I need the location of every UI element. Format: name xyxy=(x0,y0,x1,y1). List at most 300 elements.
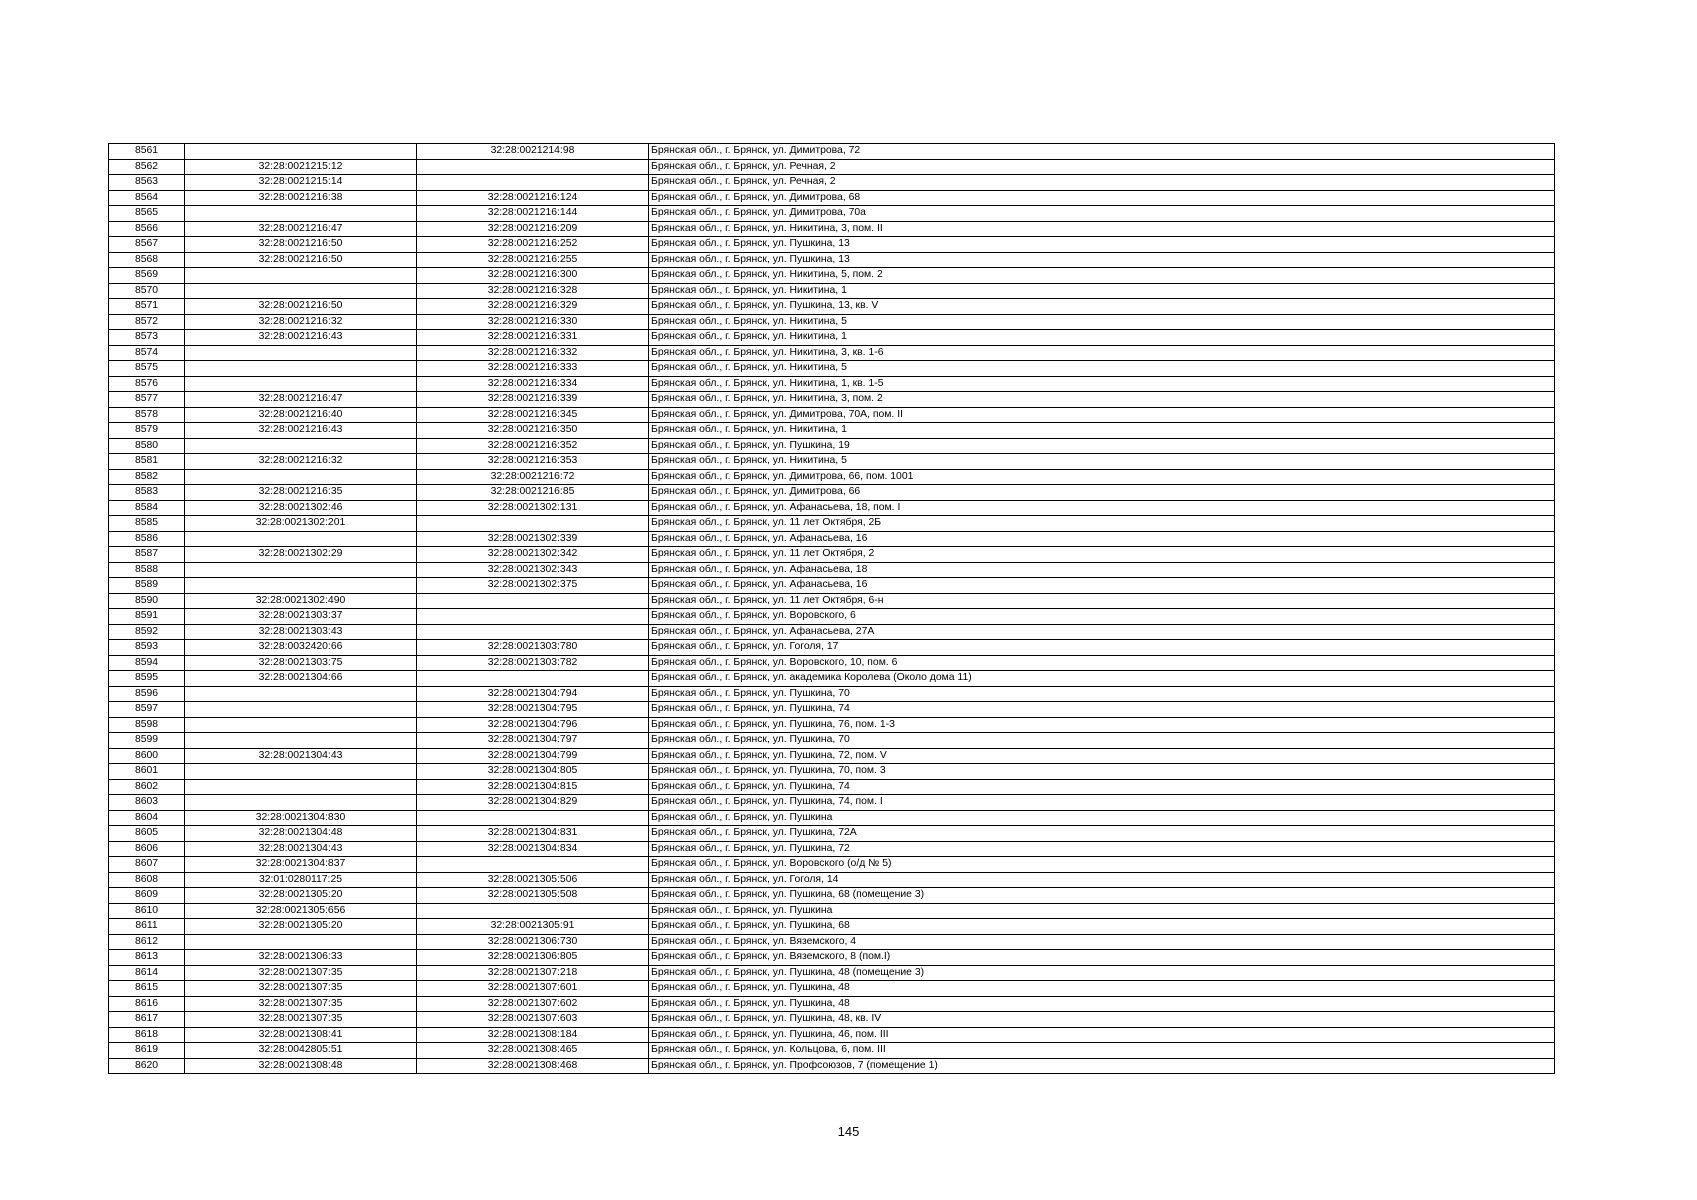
object-cadastral-number-cell: 32:28:0021304:834 xyxy=(417,841,649,857)
address-cell: Брянская обл., г. Брянск, ул. Афанасьева, 16 xyxy=(649,578,1555,594)
object-cadastral-number-cell: 32:28:0021303:780 xyxy=(417,640,649,656)
table-row xyxy=(109,423,1555,439)
land-cadastral-number-cell: 32:28:0021308:41 xyxy=(185,1027,417,1043)
address-cell: Брянская обл., г. Брянск, ул. Никитина, 1, кв. 1-5 xyxy=(649,376,1555,392)
object-cadastral-number-cell xyxy=(417,159,649,175)
land-cadastral-number-cell: 32:28:0021216:50 xyxy=(185,252,417,268)
row-number-cell: 8615 xyxy=(109,981,185,997)
land-cadastral-number-cell: 32:28:0021303:75 xyxy=(185,655,417,671)
object-cadastral-number-cell: 32:28:0021216:85 xyxy=(417,485,649,501)
object-cadastral-number-cell: 32:28:0021216:328 xyxy=(417,283,649,299)
object-cadastral-number-cell: 32:28:0021304:831 xyxy=(417,826,649,842)
object-cadastral-number-cell: 32:28:0021305:91 xyxy=(417,919,649,935)
object-cadastral-number-cell: 32:28:0021304:794 xyxy=(417,686,649,702)
address-cell: Брянская обл., г. Брянск, ул. Гоголя, 17 xyxy=(649,640,1555,656)
address-cell: Брянская обл., г. Брянск, ул. Никитина, 5 xyxy=(649,454,1555,470)
row-number-cell: 8595 xyxy=(109,671,185,687)
address-cell: Брянская обл., г. Брянск, ул. Пушкина, 46, пом. III xyxy=(649,1027,1555,1043)
land-cadastral-number-cell: 32:28:0021304:43 xyxy=(185,748,417,764)
address-cell: Брянская обл., г. Брянск, ул. Пушкина, 68 (помещение 3) xyxy=(649,888,1555,904)
object-cadastral-number-cell: 32:28:0021304:796 xyxy=(417,717,649,733)
address-cell: Брянская обл., г. Брянск, ул. Никитина, 3, пом. 2 xyxy=(649,392,1555,408)
row-number-cell: 8572 xyxy=(109,314,185,330)
object-cadastral-number-cell: 32:28:0021307:601 xyxy=(417,981,649,997)
address-cell: Брянская обл., г. Брянск, ул. Пушкина, 76, пом. 1-3 xyxy=(649,717,1555,733)
object-cadastral-number-cell: 32:28:0021304:797 xyxy=(417,733,649,749)
row-number-cell: 8588 xyxy=(109,562,185,578)
table-row xyxy=(109,810,1555,826)
row-number-cell: 8583 xyxy=(109,485,185,501)
table-row xyxy=(109,857,1555,873)
land-cadastral-number-cell: 32:28:0021302:201 xyxy=(185,516,417,532)
table-row xyxy=(109,1027,1555,1043)
row-number-cell: 8573 xyxy=(109,330,185,346)
land-cadastral-number-cell: 32:28:0021307:35 xyxy=(185,1012,417,1028)
row-number-cell: 8568 xyxy=(109,252,185,268)
object-cadastral-number-cell: 32:28:0021305:506 xyxy=(417,872,649,888)
land-cadastral-number-cell: 32:28:0021304:837 xyxy=(185,857,417,873)
table-row xyxy=(109,578,1555,594)
row-number-cell: 8605 xyxy=(109,826,185,842)
table-row xyxy=(109,314,1555,330)
table-row xyxy=(109,702,1555,718)
object-cadastral-number-cell: 32:28:0021302:343 xyxy=(417,562,649,578)
address-cell: Брянская обл., г. Брянск, ул. Пушкина, 72, пом. V xyxy=(649,748,1555,764)
row-number-cell: 8561 xyxy=(109,144,185,160)
land-cadastral-number-cell: 32:28:0021305:20 xyxy=(185,919,417,935)
table-row xyxy=(109,438,1555,454)
land-cadastral-number-cell: 32:28:0021216:50 xyxy=(185,299,417,315)
land-cadastral-number-cell: 32:28:0021307:35 xyxy=(185,965,417,981)
row-number-cell: 8609 xyxy=(109,888,185,904)
table-row xyxy=(109,640,1555,656)
object-cadastral-number-cell: 32:28:0021304:799 xyxy=(417,748,649,764)
table-row xyxy=(109,826,1555,842)
table-row xyxy=(109,981,1555,997)
land-cadastral-number-cell xyxy=(185,795,417,811)
address-cell: Брянская обл., г. Брянск, ул. Воровского (о/д № 5) xyxy=(649,857,1555,873)
land-cadastral-number-cell: 32:28:0021307:35 xyxy=(185,996,417,1012)
object-cadastral-number-cell: 32:28:0021216:331 xyxy=(417,330,649,346)
table-row xyxy=(109,361,1555,377)
row-number-cell: 8570 xyxy=(109,283,185,299)
table-row xyxy=(109,190,1555,206)
row-number-cell: 8566 xyxy=(109,221,185,237)
land-cadastral-number-cell: 32:28:0021302:29 xyxy=(185,547,417,563)
table-row xyxy=(109,888,1555,904)
row-number-cell: 8607 xyxy=(109,857,185,873)
land-cadastral-number-cell: 32:28:0021306:33 xyxy=(185,950,417,966)
table-row xyxy=(109,1012,1555,1028)
table-row xyxy=(109,283,1555,299)
table-row xyxy=(109,686,1555,702)
table-row xyxy=(109,609,1555,625)
property-table xyxy=(108,143,1555,1074)
address-cell: Брянская обл., г. Брянск, ул. Гоголя, 14 xyxy=(649,872,1555,888)
object-cadastral-number-cell: 32:28:0021307:218 xyxy=(417,965,649,981)
row-number-cell: 8613 xyxy=(109,950,185,966)
object-cadastral-number-cell: 32:28:0021304:795 xyxy=(417,702,649,718)
land-cadastral-number-cell: 32:28:0021304:830 xyxy=(185,810,417,826)
object-cadastral-number-cell: 32:28:0021216:300 xyxy=(417,268,649,284)
address-cell: Брянская обл., г. Брянск, ул. Пушкина, 74 xyxy=(649,702,1555,718)
address-cell: Брянская обл., г. Брянск, ул. Пушкина, 19 xyxy=(649,438,1555,454)
table-row xyxy=(109,345,1555,361)
row-number-cell: 8586 xyxy=(109,531,185,547)
row-number-cell: 8579 xyxy=(109,423,185,439)
address-cell: Брянская обл., г. Брянск, ул. Речная, 2 xyxy=(649,159,1555,175)
land-cadastral-number-cell xyxy=(185,934,417,950)
land-cadastral-number-cell: 32:28:0021216:32 xyxy=(185,454,417,470)
table-row xyxy=(109,454,1555,470)
table-row xyxy=(109,872,1555,888)
object-cadastral-number-cell: 32:28:0021308:468 xyxy=(417,1058,649,1074)
row-number-cell: 8611 xyxy=(109,919,185,935)
land-cadastral-number-cell xyxy=(185,283,417,299)
row-number-cell: 8574 xyxy=(109,345,185,361)
row-number-cell: 8564 xyxy=(109,190,185,206)
land-cadastral-number-cell: 32:28:0042805:51 xyxy=(185,1043,417,1059)
object-cadastral-number-cell: 32:28:0021216:72 xyxy=(417,469,649,485)
row-number-cell: 8581 xyxy=(109,454,185,470)
row-number-cell: 8584 xyxy=(109,500,185,516)
object-cadastral-number-cell: 32:28:0021307:603 xyxy=(417,1012,649,1028)
address-cell: Брянская обл., г. Брянск, ул. Вяземского, 4 xyxy=(649,934,1555,950)
land-cadastral-number-cell: 32:28:0021216:38 xyxy=(185,190,417,206)
object-cadastral-number-cell: 32:28:0021302:131 xyxy=(417,500,649,516)
address-cell: Брянская обл., г. Брянск, ул. Воровского, 6 xyxy=(649,609,1555,625)
land-cadastral-number-cell xyxy=(185,361,417,377)
address-cell: Брянская обл., г. Брянск, ул. Афанасьева, 27А xyxy=(649,624,1555,640)
table-row xyxy=(109,919,1555,935)
object-cadastral-number-cell: 32:28:0021305:508 xyxy=(417,888,649,904)
address-cell: Брянская обл., г. Брянск, ул. Димитрова, 70а xyxy=(649,206,1555,222)
table-row xyxy=(109,516,1555,532)
row-number-cell: 8590 xyxy=(109,593,185,609)
address-cell: Брянская обл., г. Брянск, ул. Никитина, 1 xyxy=(649,330,1555,346)
table-row xyxy=(109,950,1555,966)
row-number-cell: 8617 xyxy=(109,1012,185,1028)
table-row xyxy=(109,330,1555,346)
table-row xyxy=(109,717,1555,733)
address-cell: Брянская обл., г. Брянск, ул. Профсоюзов, 7 (помещение 1) xyxy=(649,1058,1555,1074)
land-cadastral-number-cell xyxy=(185,779,417,795)
address-cell: Брянская обл., г. Брянск, ул. Пушкина, 68 xyxy=(649,919,1555,935)
address-cell: Брянская обл., г. Брянск, ул. Пушкина, 72А xyxy=(649,826,1555,842)
table-row xyxy=(109,531,1555,547)
row-number-cell: 8619 xyxy=(109,1043,185,1059)
object-cadastral-number-cell: 32:28:0021304:829 xyxy=(417,795,649,811)
table-row xyxy=(109,175,1555,191)
address-cell: Брянская обл., г. Брянск, ул. Пушкина, 74 xyxy=(649,779,1555,795)
table-row xyxy=(109,655,1555,671)
row-number-cell: 8569 xyxy=(109,268,185,284)
row-number-cell: 8620 xyxy=(109,1058,185,1074)
object-cadastral-number-cell xyxy=(417,857,649,873)
object-cadastral-number-cell xyxy=(417,516,649,532)
object-cadastral-number-cell xyxy=(417,593,649,609)
address-cell: Брянская обл., г. Брянск, ул. Димитрова, 66, пом. 1001 xyxy=(649,469,1555,485)
land-cadastral-number-cell xyxy=(185,144,417,160)
object-cadastral-number-cell: 32:28:0021216:345 xyxy=(417,407,649,423)
address-cell: Брянская обл., г. Брянск, ул. Речная, 2 xyxy=(649,175,1555,191)
land-cadastral-number-cell xyxy=(185,531,417,547)
row-number-cell: 8575 xyxy=(109,361,185,377)
table-row xyxy=(109,624,1555,640)
table-row xyxy=(109,159,1555,175)
object-cadastral-number-cell: 32:28:0021216:124 xyxy=(417,190,649,206)
row-number-cell: 8585 xyxy=(109,516,185,532)
row-number-cell: 8603 xyxy=(109,795,185,811)
land-cadastral-number-cell: 32:28:0021302:490 xyxy=(185,593,417,609)
table-row xyxy=(109,965,1555,981)
row-number-cell: 8592 xyxy=(109,624,185,640)
land-cadastral-number-cell xyxy=(185,376,417,392)
row-number-cell: 8576 xyxy=(109,376,185,392)
land-cadastral-number-cell: 32:28:0021216:43 xyxy=(185,423,417,439)
row-number-cell: 8591 xyxy=(109,609,185,625)
object-cadastral-number-cell: 32:28:0021214:98 xyxy=(417,144,649,160)
object-cadastral-number-cell: 32:28:0021306:730 xyxy=(417,934,649,950)
row-number-cell: 8589 xyxy=(109,578,185,594)
land-cadastral-number-cell xyxy=(185,733,417,749)
address-cell: Брянская обл., г. Брянск, ул. Воровского, 10, пом. 6 xyxy=(649,655,1555,671)
land-cadastral-number-cell: 32:28:0021216:50 xyxy=(185,237,417,253)
land-cadastral-number-cell: 32:28:0021216:47 xyxy=(185,392,417,408)
table-row xyxy=(109,221,1555,237)
address-cell: Брянская обл., г. Брянск, ул. Никитина, 5 xyxy=(649,314,1555,330)
land-cadastral-number-cell xyxy=(185,702,417,718)
table-row xyxy=(109,841,1555,857)
address-cell: Брянская обл., г. Брянск, ул. Кольцова, 6, пом. III xyxy=(649,1043,1555,1059)
table-row xyxy=(109,299,1555,315)
land-cadastral-number-cell: 32:28:0021307:35 xyxy=(185,981,417,997)
row-number-cell: 8593 xyxy=(109,640,185,656)
land-cadastral-number-cell: 32:01:0280117:25 xyxy=(185,872,417,888)
address-cell: Брянская обл., г. Брянск, ул. Димитрова, 72 xyxy=(649,144,1555,160)
table-row xyxy=(109,1058,1555,1074)
object-cadastral-number-cell xyxy=(417,609,649,625)
table-row xyxy=(109,268,1555,284)
object-cadastral-number-cell: 32:28:0021216:255 xyxy=(417,252,649,268)
address-cell: Брянская обл., г. Брянск, ул. Пушкина, 13 xyxy=(649,237,1555,253)
land-cadastral-number-cell: 32:28:0021302:46 xyxy=(185,500,417,516)
row-number-cell: 8608 xyxy=(109,872,185,888)
page-number: 145 xyxy=(837,1124,860,1139)
address-cell: Брянская обл., г. Брянск, ул. Никитина, 1 xyxy=(649,283,1555,299)
object-cadastral-number-cell: 32:28:0021306:805 xyxy=(417,950,649,966)
address-cell: Брянская обл., г. Брянск, ул. Никитина, 3, пом. II xyxy=(649,221,1555,237)
table-row xyxy=(109,469,1555,485)
object-cadastral-number-cell xyxy=(417,624,649,640)
table-row xyxy=(109,547,1555,563)
table-row xyxy=(109,206,1555,222)
table-row xyxy=(109,252,1555,268)
address-cell: Брянская обл., г. Брянск, ул. Пушкина, 48, кв. IV xyxy=(649,1012,1555,1028)
address-cell: Брянская обл., г. Брянск, ул. Димитрова, 66 xyxy=(649,485,1555,501)
address-cell: Брянская обл., г. Брянск, ул. Никитина, 5, пом. 2 xyxy=(649,268,1555,284)
table-row xyxy=(109,996,1555,1012)
table-row xyxy=(109,500,1555,516)
object-cadastral-number-cell: 32:28:0021308:465 xyxy=(417,1043,649,1059)
object-cadastral-number-cell: 32:28:0021216:330 xyxy=(417,314,649,330)
address-cell: Брянская обл., г. Брянск, ул. Пушкина, 70, пом. 3 xyxy=(649,764,1555,780)
row-number-cell: 8571 xyxy=(109,299,185,315)
row-number-cell: 8618 xyxy=(109,1027,185,1043)
row-number-cell: 8567 xyxy=(109,237,185,253)
land-cadastral-number-cell: 32:28:0021308:48 xyxy=(185,1058,417,1074)
row-number-cell: 8616 xyxy=(109,996,185,1012)
object-cadastral-number-cell: 32:28:0021304:805 xyxy=(417,764,649,780)
address-cell: Брянская обл., г. Брянск, ул. Никитина, 1 xyxy=(649,423,1555,439)
land-cadastral-number-cell: 32:28:0021216:47 xyxy=(185,221,417,237)
address-cell: Брянская обл., г. Брянск, ул. 11 лет Октября, 2Б xyxy=(649,516,1555,532)
object-cadastral-number-cell xyxy=(417,671,649,687)
object-cadastral-number-cell: 32:28:0021216:332 xyxy=(417,345,649,361)
row-number-cell: 8602 xyxy=(109,779,185,795)
address-cell: Брянская обл., г. Брянск, ул. Вяземского, 8 (пом.I) xyxy=(649,950,1555,966)
land-cadastral-number-cell: 32:28:0021305:20 xyxy=(185,888,417,904)
object-cadastral-number-cell xyxy=(417,175,649,191)
object-cadastral-number-cell: 32:28:0021307:602 xyxy=(417,996,649,1012)
land-cadastral-number-cell xyxy=(185,206,417,222)
address-cell: Брянская обл., г. Брянск, ул. Пушкина, 48 (помещение 3) xyxy=(649,965,1555,981)
row-number-cell: 8587 xyxy=(109,547,185,563)
property-table-body xyxy=(109,144,1555,1074)
land-cadastral-number-cell: 32:28:0021216:43 xyxy=(185,330,417,346)
land-cadastral-number-cell: 32:28:0021305:656 xyxy=(185,903,417,919)
address-cell: Брянская обл., г. Брянск, ул. Пушкина, 70 xyxy=(649,733,1555,749)
object-cadastral-number-cell: 32:28:0021304:815 xyxy=(417,779,649,795)
land-cadastral-number-cell xyxy=(185,562,417,578)
land-cadastral-number-cell xyxy=(185,345,417,361)
row-number-cell: 8580 xyxy=(109,438,185,454)
table-row xyxy=(109,407,1555,423)
object-cadastral-number-cell: 32:28:0021302:339 xyxy=(417,531,649,547)
table-row xyxy=(109,237,1555,253)
row-number-cell: 8562 xyxy=(109,159,185,175)
address-cell: Брянская обл., г. Брянск, ул. Пушкина xyxy=(649,903,1555,919)
object-cadastral-number-cell: 32:28:0021216:339 xyxy=(417,392,649,408)
table-row xyxy=(109,903,1555,919)
land-cadastral-number-cell: 32:28:0021303:43 xyxy=(185,624,417,640)
land-cadastral-number-cell xyxy=(185,578,417,594)
object-cadastral-number-cell: 32:28:0021302:342 xyxy=(417,547,649,563)
land-cadastral-number-cell xyxy=(185,686,417,702)
row-number-cell: 8601 xyxy=(109,764,185,780)
table-row xyxy=(109,748,1555,764)
address-cell: Брянская обл., г. Брянск, ул. Афанасьева, 18, пом. I xyxy=(649,500,1555,516)
table-row xyxy=(109,779,1555,795)
row-number-cell: 8612 xyxy=(109,934,185,950)
table-row xyxy=(109,593,1555,609)
table-row xyxy=(109,671,1555,687)
table-row xyxy=(109,485,1555,501)
table-row xyxy=(109,733,1555,749)
row-number-cell: 8577 xyxy=(109,392,185,408)
land-cadastral-number-cell: 32:28:0032420:66 xyxy=(185,640,417,656)
address-cell: Брянская обл., г. Брянск, ул. Димитрова, 68 xyxy=(649,190,1555,206)
land-cadastral-number-cell xyxy=(185,717,417,733)
address-cell: Брянская обл., г. Брянск, ул. 11 лет Октября, 2 xyxy=(649,547,1555,563)
row-number-cell: 8606 xyxy=(109,841,185,857)
row-number-cell: 8563 xyxy=(109,175,185,191)
address-cell: Брянская обл., г. Брянск, ул. Афанасьева, 18 xyxy=(649,562,1555,578)
table-row xyxy=(109,934,1555,950)
land-cadastral-number-cell: 32:28:0021215:14 xyxy=(185,175,417,191)
row-number-cell: 8610 xyxy=(109,903,185,919)
object-cadastral-number-cell: 32:28:0021216:350 xyxy=(417,423,649,439)
object-cadastral-number-cell: 32:28:0021216:252 xyxy=(417,237,649,253)
object-cadastral-number-cell: 32:28:0021308:184 xyxy=(417,1027,649,1043)
land-cadastral-number-cell xyxy=(185,764,417,780)
land-cadastral-number-cell: 32:28:0021215:12 xyxy=(185,159,417,175)
object-cadastral-number-cell xyxy=(417,903,649,919)
land-cadastral-number-cell xyxy=(185,268,417,284)
table-row xyxy=(109,376,1555,392)
object-cadastral-number-cell: 32:28:0021302:375 xyxy=(417,578,649,594)
land-cadastral-number-cell: 32:28:0021303:37 xyxy=(185,609,417,625)
object-cadastral-number-cell: 32:28:0021216:329 xyxy=(417,299,649,315)
land-cadastral-number-cell: 32:28:0021216:35 xyxy=(185,485,417,501)
address-cell: Брянская обл., г. Брянск, ул. 11 лет Октября, 6-н xyxy=(649,593,1555,609)
address-cell: Брянская обл., г. Брянск, ул. Пушкина xyxy=(649,810,1555,826)
address-cell: Брянская обл., г. Брянск, ул. Никитина, 5 xyxy=(649,361,1555,377)
land-cadastral-number-cell xyxy=(185,438,417,454)
table-row xyxy=(109,795,1555,811)
row-number-cell: 8578 xyxy=(109,407,185,423)
table-row xyxy=(109,1043,1555,1059)
land-cadastral-number-cell: 32:28:0021216:32 xyxy=(185,314,417,330)
address-cell: Брянская обл., г. Брянск, ул. Пушкина, 48 xyxy=(649,996,1555,1012)
address-cell: Брянская обл., г. Брянск, ул. Пушкина, 13 xyxy=(649,252,1555,268)
address-cell: Брянская обл., г. Брянск, ул. Пушкина, 48 xyxy=(649,981,1555,997)
object-cadastral-number-cell: 32:28:0021303:782 xyxy=(417,655,649,671)
row-number-cell: 8614 xyxy=(109,965,185,981)
row-number-cell: 8600 xyxy=(109,748,185,764)
row-number-cell: 8604 xyxy=(109,810,185,826)
address-cell: Брянская обл., г. Брянск, ул. Димитрова, 70А, пом. II xyxy=(649,407,1555,423)
object-cadastral-number-cell: 32:28:0021216:353 xyxy=(417,454,649,470)
address-cell: Брянская обл., г. Брянск, ул. Пушкина, 72 xyxy=(649,841,1555,857)
table-row xyxy=(109,764,1555,780)
row-number-cell: 8598 xyxy=(109,717,185,733)
table-row xyxy=(109,144,1555,160)
row-number-cell: 8599 xyxy=(109,733,185,749)
land-cadastral-number-cell: 32:28:0021304:48 xyxy=(185,826,417,842)
row-number-cell: 8582 xyxy=(109,469,185,485)
address-cell: Брянская обл., г. Брянск, ул. Пушкина, 70 xyxy=(649,686,1555,702)
address-cell: Брянская обл., г. Брянск, ул. Пушкина, 13, кв. V xyxy=(649,299,1555,315)
object-cadastral-number-cell: 32:28:0021216:209 xyxy=(417,221,649,237)
object-cadastral-number-cell: 32:28:0021216:144 xyxy=(417,206,649,222)
object-cadastral-number-cell: 32:28:0021216:334 xyxy=(417,376,649,392)
row-number-cell: 8594 xyxy=(109,655,185,671)
land-cadastral-number-cell: 32:28:0021304:66 xyxy=(185,671,417,687)
address-cell: Брянская обл., г. Брянск, ул. Пушкина, 74, пом. I xyxy=(649,795,1555,811)
table-row xyxy=(109,392,1555,408)
address-cell: Брянская обл., г. Брянск, ул. Никитина, 3, кв. 1-6 xyxy=(649,345,1555,361)
land-cadastral-number-cell: 32:28:0021216:40 xyxy=(185,407,417,423)
land-cadastral-number-cell xyxy=(185,469,417,485)
row-number-cell: 8565 xyxy=(109,206,185,222)
table-row xyxy=(109,562,1555,578)
address-cell: Брянская обл., г. Брянск, ул. академика Королева (Около дома 11) xyxy=(649,671,1555,687)
address-cell: Брянская обл., г. Брянск, ул. Афанасьева, 16 xyxy=(649,531,1555,547)
row-number-cell: 8596 xyxy=(109,686,185,702)
object-cadastral-number-cell: 32:28:0021216:333 xyxy=(417,361,649,377)
object-cadastral-number-cell xyxy=(417,810,649,826)
